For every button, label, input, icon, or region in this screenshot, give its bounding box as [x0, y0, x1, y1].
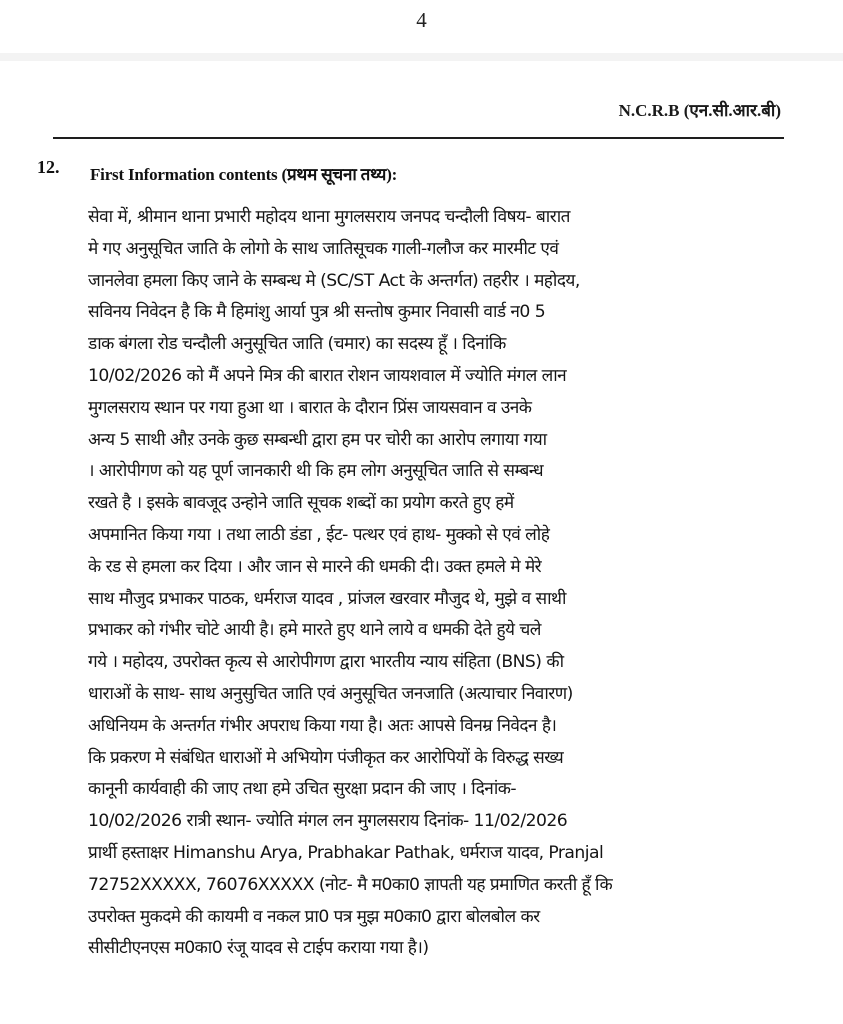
- header-rule: [53, 137, 784, 139]
- body-line: 10/02/2026 रात्री स्थान- ज्योति मंगल लन मुगलसराय दिनांक- 11/02/2026: [88, 811, 568, 832]
- body-line: अधिनियम के अन्तर्गत गंभीर अपराध किया गया है। अतः आपसे विनम्र निवेदन है।: [88, 715, 557, 736]
- body-line: रखते है । इसके बावजूद उन्होने जाति सूचक शब्दों का प्रयोग करते हुए हमें: [88, 493, 514, 514]
- section-number: 12.: [37, 157, 60, 177]
- body-line: कि प्रकरण मे संबंधित धाराओं मे अभियोग पंजीकृत कर आरोपियों के विरुद्ध सख्य: [88, 747, 564, 768]
- body-line: प्रभाकर को गंभीर चोटे आयी है। हमे मारते हुए थाने लाये व धमकी देते हुये चले: [88, 620, 541, 641]
- body-line: अपमानित किया गया । तथा लाठी डंडा , ईट- पत्थर एवं हाथ- मुक्को से एवं लोहे: [88, 524, 550, 545]
- body-line: मे गए अनुसूचित जाति के लोगो के साथ जातिसूचक गाली-गलौज कर मारमीट एवं: [88, 238, 559, 259]
- body-line-signatories: प्रार्थी हस्ताक्षर Himanshu Arya, Prabhakar Pathak, धर्मराज यादव, Pranjal: [88, 842, 604, 863]
- body-line: कानूनी कार्यवाही की जाए तथा हमे उचित सुरक्षा प्रदान की जाए । दिनांक-: [88, 779, 517, 800]
- body-line: के रड से हमला कर दिया । और जान से मारने की धमकी दी। उक्त हमले मे मेरे: [88, 556, 542, 577]
- body-line-phone-numbers: 72752XXXXX, 76076XXXXX (नोट- मै म0का0 ज्ञापती यह प्रमाणित करती हूँ कि: [88, 874, 613, 895]
- body-line: । आरोपीगण को यह पूर्ण जानकारी थी कि हम लोग अनुसूचित जाति से सम्बन्ध: [88, 461, 544, 482]
- body-line: 10/02/2026 को मैं अपने मित्र की बारात रोशन जायशवाल में ज्योति मंगल लान: [88, 365, 567, 386]
- header-org-name: N.C.R.B (एन.सी.आर.बी): [618, 101, 781, 120]
- body-line: सेवा में, श्रीमान थाना प्रभारी महोदय थाना मुगलसराय जनपद चन्दौली विषय- बारात: [88, 207, 570, 227]
- page-number: 4: [416, 8, 427, 32]
- page-separator: [0, 53, 843, 61]
- body-line: मुगलसराय स्थान पर गया हुआ था । बारात के दौरान प्रिंस जायसवान व उनके: [88, 397, 532, 418]
- body-line: अन्य 5 साथी औऱ उनके कुछ सम्बन्धी द्वारा हम पर चोरी का आरोप लगाया गया: [88, 429, 547, 450]
- body-line: धाराओं के साथ- साथ अनुसुचित जाति एवं अनुसूचित जनजाति (अत्याचार निवारण): [88, 683, 573, 704]
- section-title: First Information contents (प्रथम सूचना तथ्य):: [90, 165, 398, 184]
- body-line: गये । महोदय, उपरोक्त कृत्य से आरोपीगण द्वारा भारतीय न्याय संहिता (BNS) की: [88, 652, 564, 673]
- body-line: उपरोक्त मुकदमे की कायमी व नकल प्रा0 पत्र मुझ म0का0 द्वारा बोलबोल कर: [88, 906, 540, 927]
- fir-body-text: [88, 202, 808, 965]
- body-line: साथ मौजुद प्रभाकर पाठक, धर्मराज यादव , प्रांजल खरवार मौजुद थे, मुझे व साथी: [88, 588, 566, 609]
- body-line: सीसीटीएनएस म0का0 रंजू यादव से टाईप कराया गया है।): [88, 938, 429, 959]
- body-line: डाक बंगला रोड चन्दौली अनुसूचित जाति (चमार) का सदस्य हूँ । दिनांकि: [88, 334, 506, 355]
- body-line: सविनय निवेदन है कि मै हिमांशु आर्या पुत्र श्री सन्तोष कुमार निवासी वार्ड न0 5: [88, 302, 546, 323]
- body-line: जानलेवा हमला किए जाने के सम्बन्ध मे (SC/ST Act के अन्तर्गत) तहरीर । महोदय,: [88, 270, 580, 291]
